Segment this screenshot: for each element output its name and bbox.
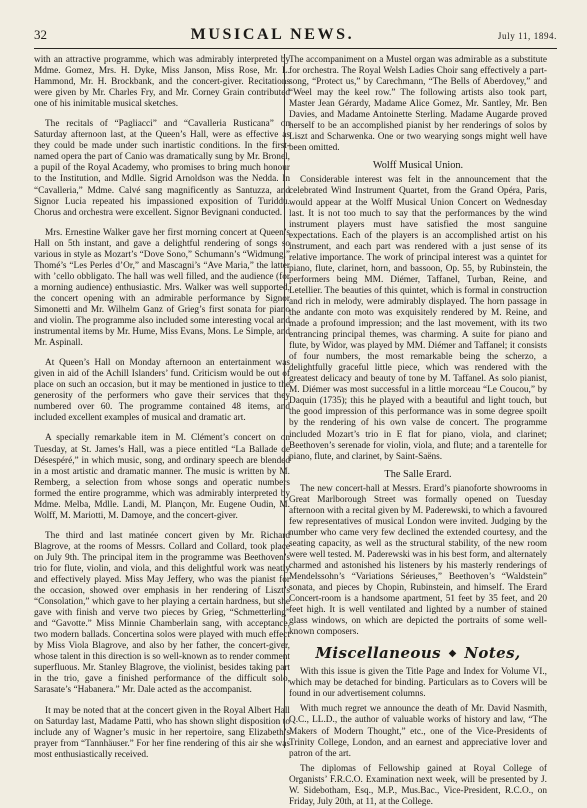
article-paragraph: The third and last matinée concert given by Mr. Richard Blagrove, at the rooms of Messrs. Collard and Collard, took place on July 9th. The principal item in the programme was Beethoven’s trio for flute, violin, and viola, and this delightful work was neatly and effectively played. Miss May Jeffery, who was the pianist for the occasion, showed over emphasis in her rendering of Liszt’s “Consolation,” which gave to her playing a certain hardness, but she gave with finish and verve two pieces by Grieg, “Schmetterling” and “Gavotte.” Miss Minnie Chamberlain sang, with acceptance, two modern ballads. Concertina solos were played with much effect by Miss Viola Blagrove, and also by her father, the concert-giver, whose talent in this direction is so well-known as to render comment superfluous. Mr. Stanley Blagrove, the violinist, besides taking part in the trio, gave a finished performance of the difficult solo, Sarasate’s “Habanera.” Mr. Dale acted as the accompanist. xyxy=(34,530,290,696)
article-paragraph: A specially remarkable item in M. Clément’s concert on on Tuesday, at St. James’s Hall, was a piece entitled “La Ballade de Désespéré,” in which music, song, and ordinary speech are blended in a most artistic and dramatic manner. The music is written by M. Remberg, a selection from whose songs and operatic numbers formed the entire programme, which was admirably interpreted by Mdme. Melba, Mdlle. Landi, M. Plançon, Mr. Eugene Oudin, M. Wolff, M. Mariotti, M. Damoye, and the concert-giver. xyxy=(34,433,290,521)
right-column xyxy=(289,55,547,807)
issue-date: July 11, 1894. xyxy=(497,31,557,41)
column-divider xyxy=(284,54,285,748)
article-paragraph: With much regret we announce the death of Mr. David Nasmith, Q.C., LL.D., the author of valuable works of history and law, “The Makers of Modern Thought,” etc., one of the Vice-Presidents of Trinity College, London, and an earnest and appreciative lover and patron of the art. xyxy=(289,704,547,759)
journal-title: MUSICAL NEWS. xyxy=(190,26,355,43)
section-heading-misc-notes xyxy=(289,644,547,663)
article-paragraph: The recitals of “Pagliacci” and “Cavalleria Rusticana” on Saturday afternoon last, at the Queen’s Hall, were as effective as they could be made under such inartistic conditions. In the first-named opera the part of Canio was dramatically sung by Mr. Bronel, a pupil of the Royal Academy, who promises to bring much honour to the Institution, and Mdlle. Sigrid Arnoldson was the Nedda. In “Cavalleria,” Mdme. Calvé sang magnificently as Santuzza, and Signor Lucia repeated his impassioned exposition of Turiddu. Chorus and orchestra were excellent. Signor Bevignani conducted. xyxy=(34,119,290,218)
article-paragraph: With this issue is given the Title Page and Index for Volume VI., which may be detached for binding. Particulars as to Covers will be found in our advertisement columns. xyxy=(289,667,547,700)
misc-heading-word: Notes, xyxy=(464,644,521,663)
page-number: 32 xyxy=(34,27,47,42)
article-paragraph: Mrs. Ernestine Walker gave her first morning concert at Queen’s Hall on 5th instant, and gave a delightful rendering of songs so various in style as Mozart’s “Dove Sono,” Schumann’s “Widmung,” Thomé’s “Les Perles d’Or,” and Mascagni’s “Ave Maria,” the latter with ’cello obbligato. The hall was well filled, and the audience (for a morning audience) enthusiastic. Mrs. Walker was well supported, the concert opening with an admirable performance by Signor Simonetti and Mr. Wilhelm Ganz of Grieg’s first sonata for piano and violin. The programme also included some interesting vocal and instrumental items by Mr. Hume, Miss Evans, Mons. Le Simple, and Mr. Aspinall. xyxy=(34,227,290,349)
article-paragraph: At Queen’s Hall on Monday afternoon an entertainment was given in aid of the Achill Islanders’ fund. Criticism would be out of place on such an occasion, but it may be mentioned in justice to the generosity of the performers who gave their services that they numbered over 60. The programme contained 48 items, and included excellent examples of musical and dramatic art. xyxy=(34,358,290,424)
article-paragraph: with an attractive programme, which was admirably interpreted by Mdme. Gomez, Mrs. H. Dyke, Miss Janson, Miss Rose, Mr. L. Hammond, Mr. H. Brockbank, and the concert-giver. Recitations were given by Mr. Charles Fry, and Mr. Corney Grain contributed one of his inimitable musical sketches. xyxy=(34,55,290,110)
ornament-divider: ◆ xyxy=(448,648,457,660)
misc-heading-word: Miscellaneous xyxy=(315,644,441,663)
left-column xyxy=(34,55,290,760)
running-head xyxy=(34,26,557,44)
article-paragraph: Considerable interest was felt in the announcement that the celebrated Wind Instrument Quartet, from the Grand Opéra, Paris, would appear at the Wolff Musical Union Concert on Wednesday last. It is not too much to say that the performances by the wind instrument players must have satisfied the most sanguine expectations. Each of the players is an accomplished artist on his instrument, and each part was rendered with a just sense of its relative importance. The work of principal interest was a quintet for piano, flute, clarinet, horn, and bassoon, Op. 55, by Rubinstein, the performers being MM. Diémer, Taffanel, Turban, Reine, and Letellier. The beauties of this quintet, which is formal in construction and rich in melody, were admirably displayed. The horn passage in the andante con moto was exquisitely rendered by M. Reine, and made a profound impression; and the last movement, with its two entrancing principal themes, was charming. A suite for piano and flute, by Widor, was played by MM. Diémer and Taffanel; it consists of four numbers, the most remarkable being the scherzo, a delightfully graceful little piece, which was rendered with the greatest delicacy and beauty of tone by M. Taffanel. As solo pianist, M. Diémer was most successful in a little morceau “Le Coucou,” by Daquin (1735); this he played with a beautiful and light touch, but the good impression of this performance was in some degree spoilt by the rendering of his own valse de concert. The programme included Mozart’s trio in E flat for piano, viola, and clarinet; Beethoven’s serenade for violin, viola, and flute; and a tarentelle for piano, flute, and clarinet, by Saint-Saëns. xyxy=(289,175,547,462)
article-paragraph: The accompaniment on a Mustel organ was admirable as a substitute for orchestra. The Royal Welsh Ladies Choir sang effectively a part-song, “Protect us,” by Carechmann, “The Bells of Aberdovey,” and “Weel may the keel row.” The following artists also took part, Master Jean Gérardy, Madame Alice Gomez, Mr. Santley, Mr. Ben Davies, and Madame Antoinette Sterling. Madame Augarde proved herself to be an accomplished pianist by her renderings of solos by Liszt and Scharwenka. One or two wearying songs might well have been omitted. xyxy=(289,55,547,154)
article-paragraph: The diplomas of Fellowship gained at Royal College of Organists’ F.R.C.O. Examination next week, will be presented by J. W. Sidebotham, Esq., M.P., Mus.Bac., Vice-President, R.C.O., on Friday, July 20th, at 11, at the College. xyxy=(289,763,547,807)
article-paragraph: The new concert-hall at Messrs. Erard’s pianoforte showrooms in Great Marlborough Street was formally opened on Tuesday afternoon with a recital given by M. Paderewski, to which a favoured few representatives of musical London were invited. Judging by the number who came very few declined the extended courtesy, and the seating capacity, as well as the structural stability, of the new room were well tested. M. Paderewski was in his best form, and alternately charmed and astonished his listeners by his masterly renderings of Mendelssohn’s “Variations Sérieuses,” Beethoven’s “Waldstein” sonata, and pieces by Chopin, Rubinstein, and himself. The Erard Concert-room is a handsome apartment, 51 feet by 35 feet, and 20 feet high. It is well ventilated and lighted by a number of stained glass windows, on which are depicted the portraits of some well-known composers. xyxy=(289,483,547,638)
header-rule xyxy=(34,48,557,49)
article-paragraph: It may be noted that at the concert given in the Royal Albert Hall on Saturday last, Madame Patti, who has shown slight disposition to include any of Wagner’s music in her repertoire, sang Elizabeth’s prayer from “Tannhäuser.” For her fine rendering of this air she was most enthusiastically received. xyxy=(34,705,290,760)
section-heading-wolff: Wolff Musical Union. xyxy=(372,160,464,172)
section-heading-salle-erard: The Salle Erard. xyxy=(384,468,452,480)
